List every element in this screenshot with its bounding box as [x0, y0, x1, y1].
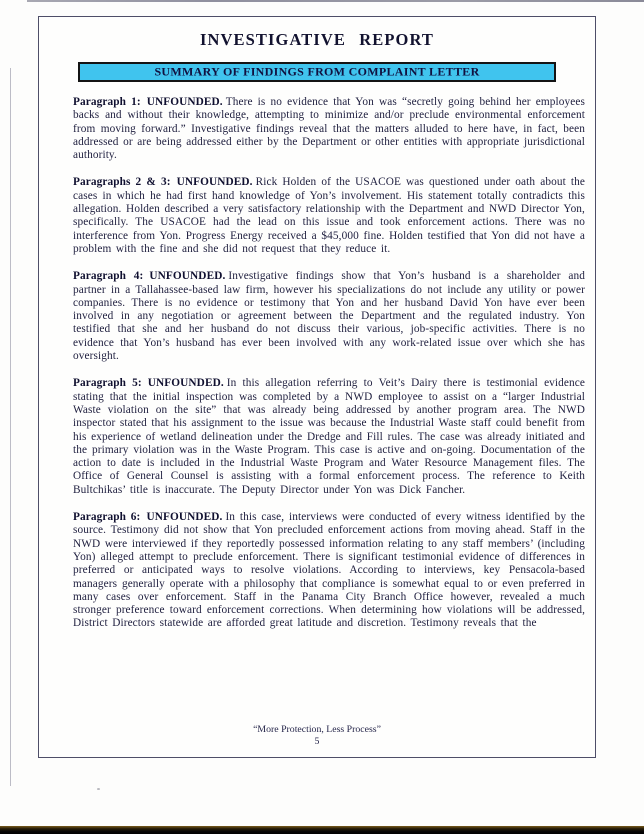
paragraph-text: Investigative findings show that Yon’s husband is a shareholder and partner in a Tallahassee-based law firm, however his specializations do not include any utility or power companies. There is no evidence or testimony that Yon and her husband David Yon have ever been involved in any negotiation or agreement between the Department and the regulated industry. Yon testified that she and her husband do not discuss their various, job-specific activities. There is no evidence that Yon’s husband has ever been involved with any work-related issue over which she has oversight. — [73, 270, 586, 363]
paragraph-text: Rick Holden of the USACOE was questioned under oath about the cases in which he had first hand knowledge of Yon’s involvement. His statement totally contradicts this allegation. Holden described a very satisfactory relationship with the Department and NWD Director Yon, specifically. The USACOE had the lead on this issue and took enforcement actions. There was no interference from Yon. Progress Energy received a $45,000 fine. Holden testified that Yon did not have a problem with the fine and she did not request that they reduce it. — [73, 176, 585, 255]
page-footer — [39, 724, 595, 747]
report-page — [38, 16, 596, 758]
paragraph-verdict: UNFOUNDED. — [176, 176, 253, 189]
finding-paragraph-2-3 — [73, 176, 585, 256]
paragraph-text: In this allegation referring to Veit’s Dairy there is testimonial evidence stating that the initial inspection was completed by a NWD employee to assist on a “larger Industrial Waste violation on the site” that was already being addressed by another program area. The NWD inspector stated that his assignment to the issue was because the Industrial Waste staff could benefit from his experience of wetland delineation under the Dredge and Fill rules. The case was already initiated and the primary violation was in the Waste Program. This case is active and on-going. Documentation of the action to date is included in the Industrial Waste Program and Water Resource Management files. The Office of General Counsel is assisting with a formal enforcement process. The reference to Keith Bultchikas’ title is inaccurate. The Deputy Director under Yon was Dick Fancher. — [73, 377, 586, 496]
paragraph-label: Paragraph 6: — [73, 511, 141, 524]
report-title: INVESTIGATIVE REPORT — [199, 30, 435, 49]
paragraph-text: There is no evidence that Yon was “secretly going behind her employees backs and without their knowledge, attempting to minimize and/or preclude environmental enforcement from moving forward.” Investigative findings reveal that the matters alluded to here have, in fact, been addressed or are being addressed either by the Department or other entities with appropriate jurisdictional authority. — [73, 96, 585, 162]
page-number: 5 — [314, 735, 320, 747]
finding-paragraph-6 — [73, 511, 585, 631]
section-banner — [78, 62, 556, 82]
scan-artifact-bottom-bar — [0, 826, 644, 834]
paragraph-verdict: UNFOUNDED. — [147, 377, 224, 390]
finding-paragraph-4 — [73, 270, 585, 363]
footer-motto: “More Protection, Less Process” — [253, 724, 381, 735]
scan-artifact-top-line — [27, 0, 644, 2]
paragraph-label: Paragraphs 2 & 3: — [73, 176, 171, 189]
paragraph-label: Paragraph 1: — [73, 96, 141, 108]
finding-paragraph-1 — [73, 96, 585, 162]
paragraph-label: Paragraph 4: — [73, 270, 144, 283]
paragraph-verdict: UNFOUNDED. — [149, 270, 226, 283]
scan-artifact-left-line — [10, 68, 11, 786]
paragraph-verdict: UNFOUNDED. — [146, 96, 223, 108]
paragraph-label: Paragraph 5: — [73, 377, 142, 390]
paragraph-verdict: UNFOUNDED. — [146, 511, 223, 524]
report-body — [73, 96, 585, 631]
section-banner-label: SUMMARY OF FINDINGS FROM COMPLAINT LETTER — [154, 64, 480, 78]
scan-speck — [97, 788, 100, 790]
paragraph-text: In this case, interviews were conducted of every witness identified by the source. Testimony did not show that Yon precluded enforcement actions from moving ahead. Staff in the NWD were interviewed if they reportedly possessed information relating to any staff members’ (including Yon) alleged attempt to preclude enforcement. There is significant testimonial evidence of differences in preferred or anticipated ways to resolve violations. According to interviews, key Pensacola-based managers generally operate with a philosophy that compliance is somewhat equal to or even preferred in many cases over enforcement. Staff in the Panama City Branch Office however, revealed a much stronger preference toward enforcement corrections. When determining how violations will be addressed, District Directors statewide are afforded great latitude and discretion. Testimony reveals that the — [73, 511, 585, 630]
finding-paragraph-5 — [73, 377, 585, 497]
